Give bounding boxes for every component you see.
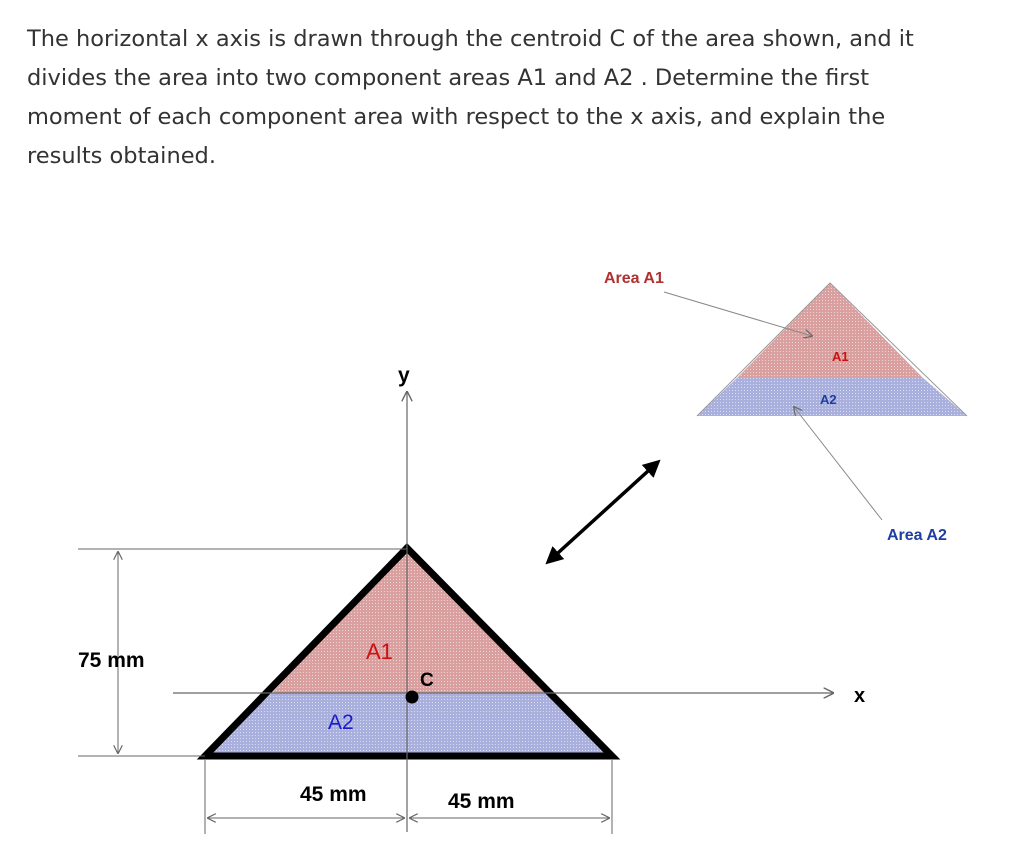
right-base-dimension-label: 45 mm	[448, 790, 515, 813]
callout-area-a1-label: Area A1	[604, 270, 664, 287]
question-line-1: The horizontal x axis is drawn through the centroid C of the area shown, and it	[27, 26, 914, 52]
exploded-view-arrow	[548, 462, 658, 562]
height-dimension-label: 75 mm	[78, 649, 145, 672]
callout-area-a2-leader	[794, 407, 882, 520]
callout-area-a2-label: Area A2	[887, 527, 947, 544]
left-base-dimension-label: 45 mm	[300, 783, 367, 806]
small-area-a1-label: A1	[832, 349, 849, 364]
question-line-2: divides the area into two component areas A1 and A2 . Determine the first	[27, 65, 870, 91]
area-a1-region	[272, 548, 546, 693]
question-line-4: results obtained.	[27, 143, 216, 169]
x-axis-label: x	[854, 685, 866, 707]
centroid-label: C	[420, 670, 434, 691]
callout-area-a1-leader	[664, 292, 812, 336]
small-area-a1-region	[738, 283, 922, 377]
small-area-a2-label: A2	[820, 392, 837, 407]
y-axis-label: y	[398, 364, 410, 387]
area-a2-label: A2	[328, 711, 354, 734]
question-line-3: moment of each component area with respect to the x axis, and explain the	[27, 104, 886, 130]
area-a1-label: A1	[366, 639, 393, 664]
centroid-point	[406, 691, 419, 704]
